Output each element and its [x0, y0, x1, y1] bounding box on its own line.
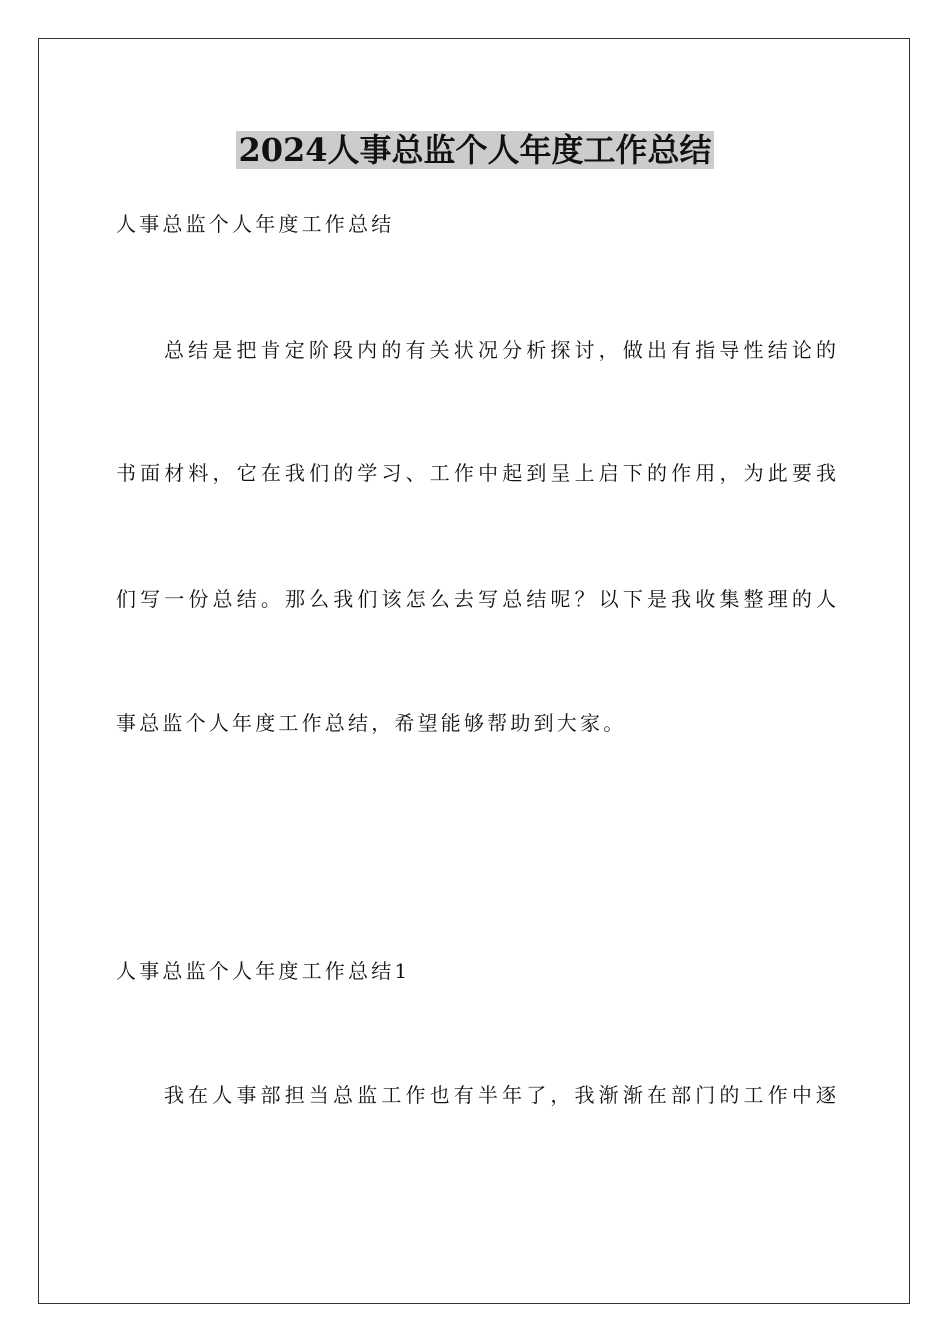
- intro-paragraph-line-4: 事总监个人年度工作总结，希望能够帮助到大家。: [116, 711, 627, 735]
- document-subtitle: 人事总监个人年度工作总结: [116, 212, 395, 236]
- section-heading: 人事总监个人年度工作总结1: [116, 959, 411, 983]
- intro-paragraph-line-1: 总结是把肯定阶段内的有关状况分析探讨，做出有指导性结论的: [164, 338, 836, 362]
- intro-paragraph-line-3: 们写一份总结。那么我们该怎么去写总结呢？以下是我收集整理的人: [116, 587, 836, 611]
- section-paragraph-line-1: 我在人事部担当总监工作也有半年了，我渐渐在部门的工作中逐: [164, 1083, 836, 1107]
- document-title-text: 2024人事总监个人年度工作总结: [238, 131, 712, 169]
- intro-paragraph-line-2: 书面材料，它在我们的学习、工作中起到呈上启下的作用，为此要我: [116, 461, 836, 485]
- document-title: [0, 128, 950, 172]
